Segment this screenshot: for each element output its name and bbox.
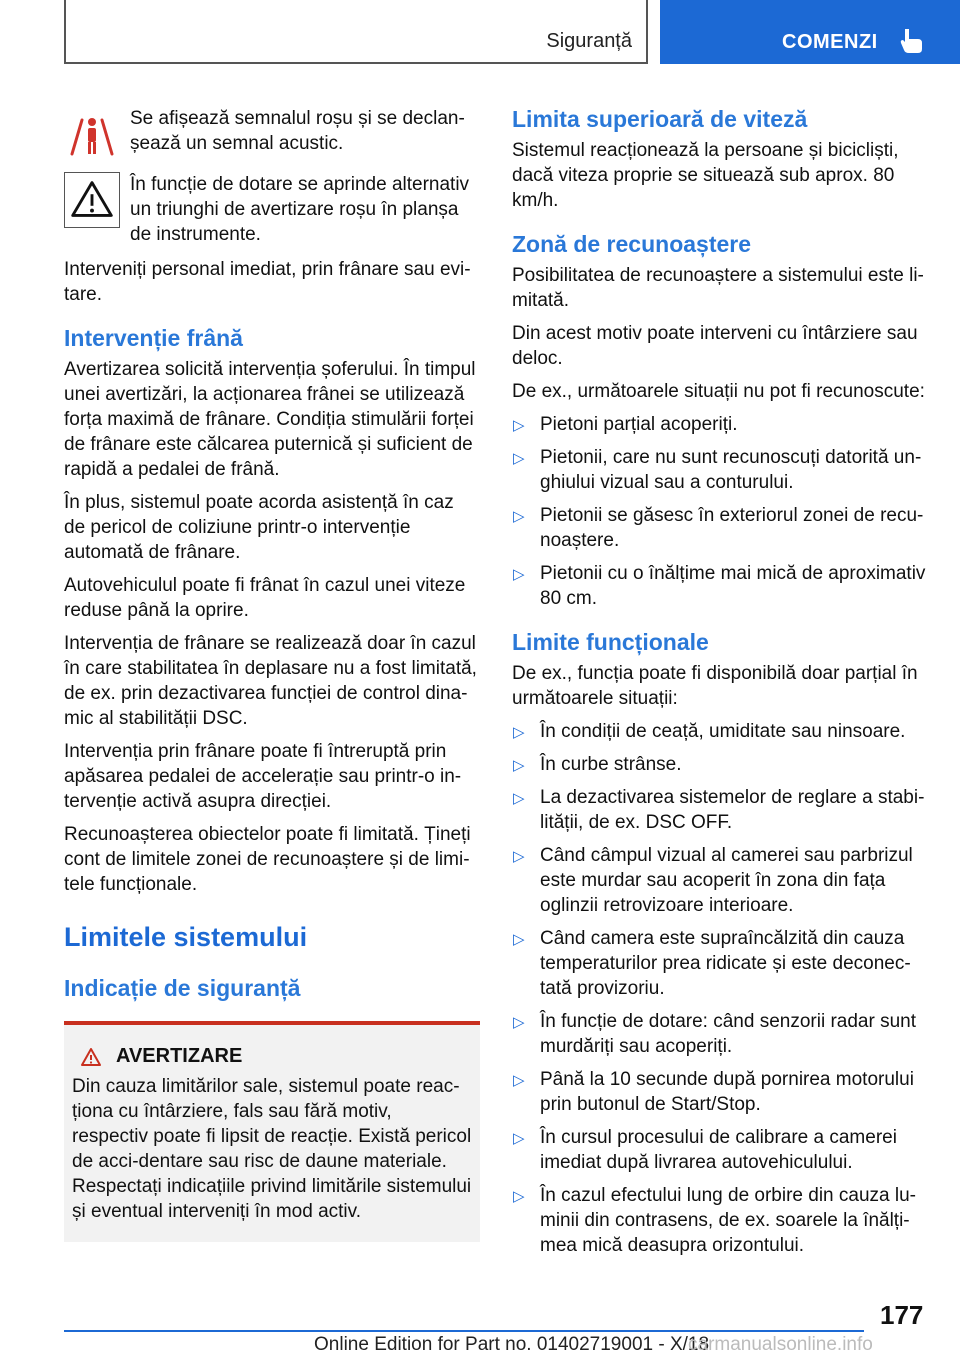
list-item: ▷ Când câmpul vizual al camerei sau parbrizul este murdar sau acoperit în zona din fața oglinzii retrovizoare interioare. <box>513 845 913 916</box>
page-number: 177 <box>880 1300 924 1330</box>
bullet-triangle-icon: ▷ <box>513 790 525 807</box>
triangle-warning-text: În funcție de dotare se aprinde alternativ un triunghi de avertizare roșu în planșa de instrumente. <box>130 174 470 245</box>
edition-text: Online Edition for Part no. 01402719001 - X/18 <box>314 1334 710 1355</box>
list-item: ▷ Pietonii se găsesc în exteriorul zonei de recu-noaștere. <box>513 505 924 551</box>
list-item: ▷ În curbe strânse. <box>512 752 928 777</box>
brake-paragraph: Autovehiculul poate fi frânat în cazul unei viteze reduse până la oprire. <box>64 575 466 621</box>
pointing-hand-icon <box>896 25 926 55</box>
bullet-triangle-icon: ▷ <box>513 1072 525 1089</box>
speed-limit-heading: Limita superioară de viteză <box>512 106 808 132</box>
bullet-triangle-icon: ▷ <box>513 566 525 583</box>
list-item: ▷ În condiții de ceață, umiditate sau ninsoare. <box>512 719 928 744</box>
bullet-triangle-icon: ▷ <box>513 724 525 741</box>
detection-zone-heading: Zonă de recunoaștere <box>512 231 752 257</box>
header-section-box <box>64 0 648 64</box>
list-item: ▷ În funcție de dotare: când senzorii radar sunt murdăriți sau acoperiți. <box>513 1011 917 1057</box>
intervene-paragraph: Interveniți personal imediat, prin frânare sau evi-tare. <box>64 259 471 305</box>
functional-limits-paragraph: De ex., funcția poate fi disponibilă doar parțial în următoarele situații: <box>512 663 918 709</box>
bullet-triangle-icon: ▷ <box>513 757 525 774</box>
brake-paragraph: Recunoașterea obiectelor poate fi limitată. Țineți cont de limitele zonei de recunoaștere și de limi-tele funcționale. <box>64 824 471 895</box>
bullet-triangle-icon: ▷ <box>513 1014 525 1031</box>
list-item: ▷ Când camera este supraîncălzită din cauza temperaturilor prea ridicate și este deconec-tată provizoriu. <box>513 928 911 999</box>
bullet-triangle-icon: ▷ <box>513 1188 525 1205</box>
bullet-triangle-icon: ▷ <box>513 848 525 865</box>
right-column <box>512 100 928 1266</box>
brake-paragraph: Avertizarea solicită intervenția șoferului. În timpul unei avertizări, la acționarea frânei se utilizează forța maximă de frânare. Condiția stimulării forței de frânare este călcarea puternică și suficient de rapidă a pedalei de frână. <box>64 359 476 480</box>
warning-title <box>72 1045 472 1068</box>
bullet-triangle-icon: ▷ <box>513 931 525 948</box>
left-column <box>64 100 480 1242</box>
list-item: ▷ La dezactivarea sistemelor de reglare a stabi-lității, de ex. DSC OFF. <box>513 787 925 833</box>
speed-limit-text: Sistemul reacționează la persoane și bicicliști, dacă viteza proprie se situează sub aprox. 80 km/h. <box>512 140 899 211</box>
list-item: ▷ Pietonii, care nu sunt recunoscuți datorită un-ghiului vizual sau a conturului. <box>513 447 922 493</box>
warning-triangle-icon <box>80 1047 102 1067</box>
warning-box <box>64 1021 480 1242</box>
brake-intervention-heading: Intervenție frână <box>64 325 243 351</box>
list-item: ▷ Pietonii cu o înălțime mai mică de aproximativ 80 cm. <box>513 563 926 609</box>
functional-limits-heading: Limite funcționale <box>512 629 709 655</box>
brake-paragraph: Intervenția prin frânare poate fi întreruptă prin apăsarea pedalei de accelerație sau printr-o in-tervenție activă asupra direcției. <box>64 741 462 812</box>
watermark: carmanualsonline.info <box>688 1334 873 1355</box>
list-item: ▷ Pietoni parțial acoperiți. <box>512 412 928 437</box>
list-item: ▷ În cazul efectului lung de orbire din cauza lu-minii din contrasens, de ex. soarele la înălți-mea mică deasupra orizontului. <box>513 1185 917 1256</box>
chapter-tab[interactable] <box>660 0 960 64</box>
zone-paragraph: Posibilitatea de recunoaștere a sistemului este li-mitată. <box>512 265 924 311</box>
system-limits-heading: Limitele sistemului <box>64 922 308 952</box>
zone-list <box>512 412 928 611</box>
warning-label: AVERTIZARE <box>116 1045 243 1067</box>
pedestrian-warning-text: Se afișează semnalul roșu și se declan-șează un semnal acustic. <box>130 108 465 154</box>
bullet-triangle-icon: ▷ <box>513 417 525 434</box>
bullet-triangle-icon: ▷ <box>513 508 525 525</box>
bullet-triangle-icon: ▷ <box>513 1130 525 1147</box>
section-title: Siguranță <box>546 30 632 52</box>
bullet-triangle-icon: ▷ <box>513 450 525 467</box>
pedestrian-warning-row <box>64 106 480 162</box>
list-item: ▷ În cursul procesului de calibrare a camerei imediat după livrarea autovehiculului. <box>513 1127 897 1173</box>
safety-note-heading: Indicație de siguranță <box>64 975 301 1001</box>
functional-limits-list <box>512 719 928 1258</box>
warning-triangle-icon <box>64 172 120 228</box>
footer-divider <box>64 1330 864 1332</box>
brake-paragraph: Intervenția de frânare se realizează doar în cazul în care stabilitatea în deplasare nu a fost limitată, de ex. prin dezactivarea funcției de control dina-mic al stabilității DSC. <box>64 633 477 729</box>
chapter-tab-label: COMENZI <box>782 31 878 53</box>
pedestrian-warning-icon <box>64 106 120 162</box>
zone-paragraph: De ex., următoarele situații nu pot fi recunoscute: <box>512 381 925 402</box>
brake-paragraph: În plus, sistemul poate acorda asistență în caz de pericol de coliziune printr-o intervenție automată de frânare. <box>64 492 454 563</box>
triangle-warning-row <box>64 172 480 247</box>
zone-paragraph: Din acest motiv poate interveni cu întârziere sau deloc. <box>512 323 918 369</box>
warning-text: Din cauza limitărilor sale, sistemul poate reac-ționa cu întârziere, fals sau fără motiv, respectiv poate fi lipsit de reacție. Există pericol de acci-dentare sau risc de daune materiale. Respectați indicațiile privind limitările sistemului și eventual interveniți în mod activ. <box>72 1076 472 1222</box>
list-item: ▷ Până la 10 secunde după pornirea motorului prin butonul de Start/Stop. <box>513 1069 914 1115</box>
